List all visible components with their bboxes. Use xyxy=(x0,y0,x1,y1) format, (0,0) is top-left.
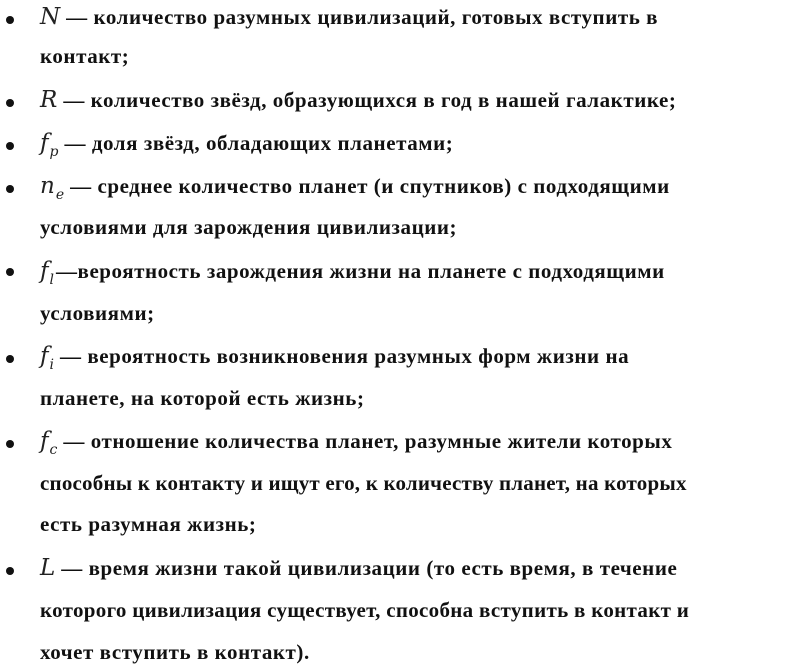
list-item-continuation: контакт; xyxy=(40,44,130,68)
list-item-first-line xyxy=(40,129,453,160)
math-subscript: e xyxy=(55,187,65,203)
list-item-first-line xyxy=(40,172,670,203)
list-item-text: — вероятность возникновения разумных форм жизни на xyxy=(60,344,630,368)
bullet-icon xyxy=(6,185,14,193)
bullet-icon xyxy=(6,16,14,24)
math-subscript: l xyxy=(49,272,54,288)
list-item-first-line xyxy=(40,86,676,114)
math-symbol: $f_l$ xyxy=(40,258,54,288)
math-symbol: $f_i$ xyxy=(40,343,54,373)
bullet-icon xyxy=(6,355,14,363)
list-item-first-line xyxy=(40,554,677,582)
list-item-continuation: хочет вступить в контакт). xyxy=(40,640,310,664)
math-symbol: $f_p$ xyxy=(40,130,59,160)
list-item-continuation: условиями; xyxy=(40,301,155,325)
list-item-first-line xyxy=(40,3,658,31)
list-item-continuation: условиями для зарождения цивилизации; xyxy=(40,215,458,239)
list-item-text: — время жизни такой цивилизации (то есть время, в течение xyxy=(61,556,678,580)
bullet-icon xyxy=(6,440,14,448)
bullet-icon xyxy=(6,99,14,107)
math-symbol: $n_e$ xyxy=(40,173,65,203)
list-item-first-line xyxy=(40,342,629,373)
list-item-first-line xyxy=(40,257,665,288)
bullet-icon xyxy=(6,567,14,575)
bullet-icon xyxy=(6,142,14,150)
math-subscript: i xyxy=(49,357,54,373)
bullet-icon xyxy=(6,268,14,276)
list-item-text: —вероятность зарождения жизни на планете с подходящими xyxy=(56,259,665,283)
list-item-text: — доля звёзд, обладающих планетами; xyxy=(64,131,454,155)
math-subscript: p xyxy=(49,144,59,160)
list-item-continuation: способны к контакту и ищут его, к количеству планет, на которых xyxy=(40,471,687,495)
list-item-text: — количество разумных цивилизаций, готовых вступить в xyxy=(66,5,659,29)
list-item-first-line xyxy=(40,427,672,458)
math-symbol: L xyxy=(40,555,56,581)
math-subscript: c xyxy=(49,442,58,458)
math-symbol: R xyxy=(40,87,58,113)
list-item-continuation: планете, на которой есть жизнь; xyxy=(40,386,365,410)
list-item-text: — среднее количество планет (и спутников) с подходящими xyxy=(70,174,670,198)
list-item-continuation: которого цивилизация существует, способна вступить в контакт и xyxy=(40,598,690,622)
list-item-continuation: есть разумная жизнь; xyxy=(40,512,257,536)
list-item-text: — количество звёзд, образующихся в год в нашей галактике; xyxy=(63,88,677,112)
list-item-text: — отношение количества планет, разумные жители которых xyxy=(63,429,673,453)
math-symbol: N xyxy=(40,4,61,30)
math-symbol: $f_c$ xyxy=(40,428,58,458)
